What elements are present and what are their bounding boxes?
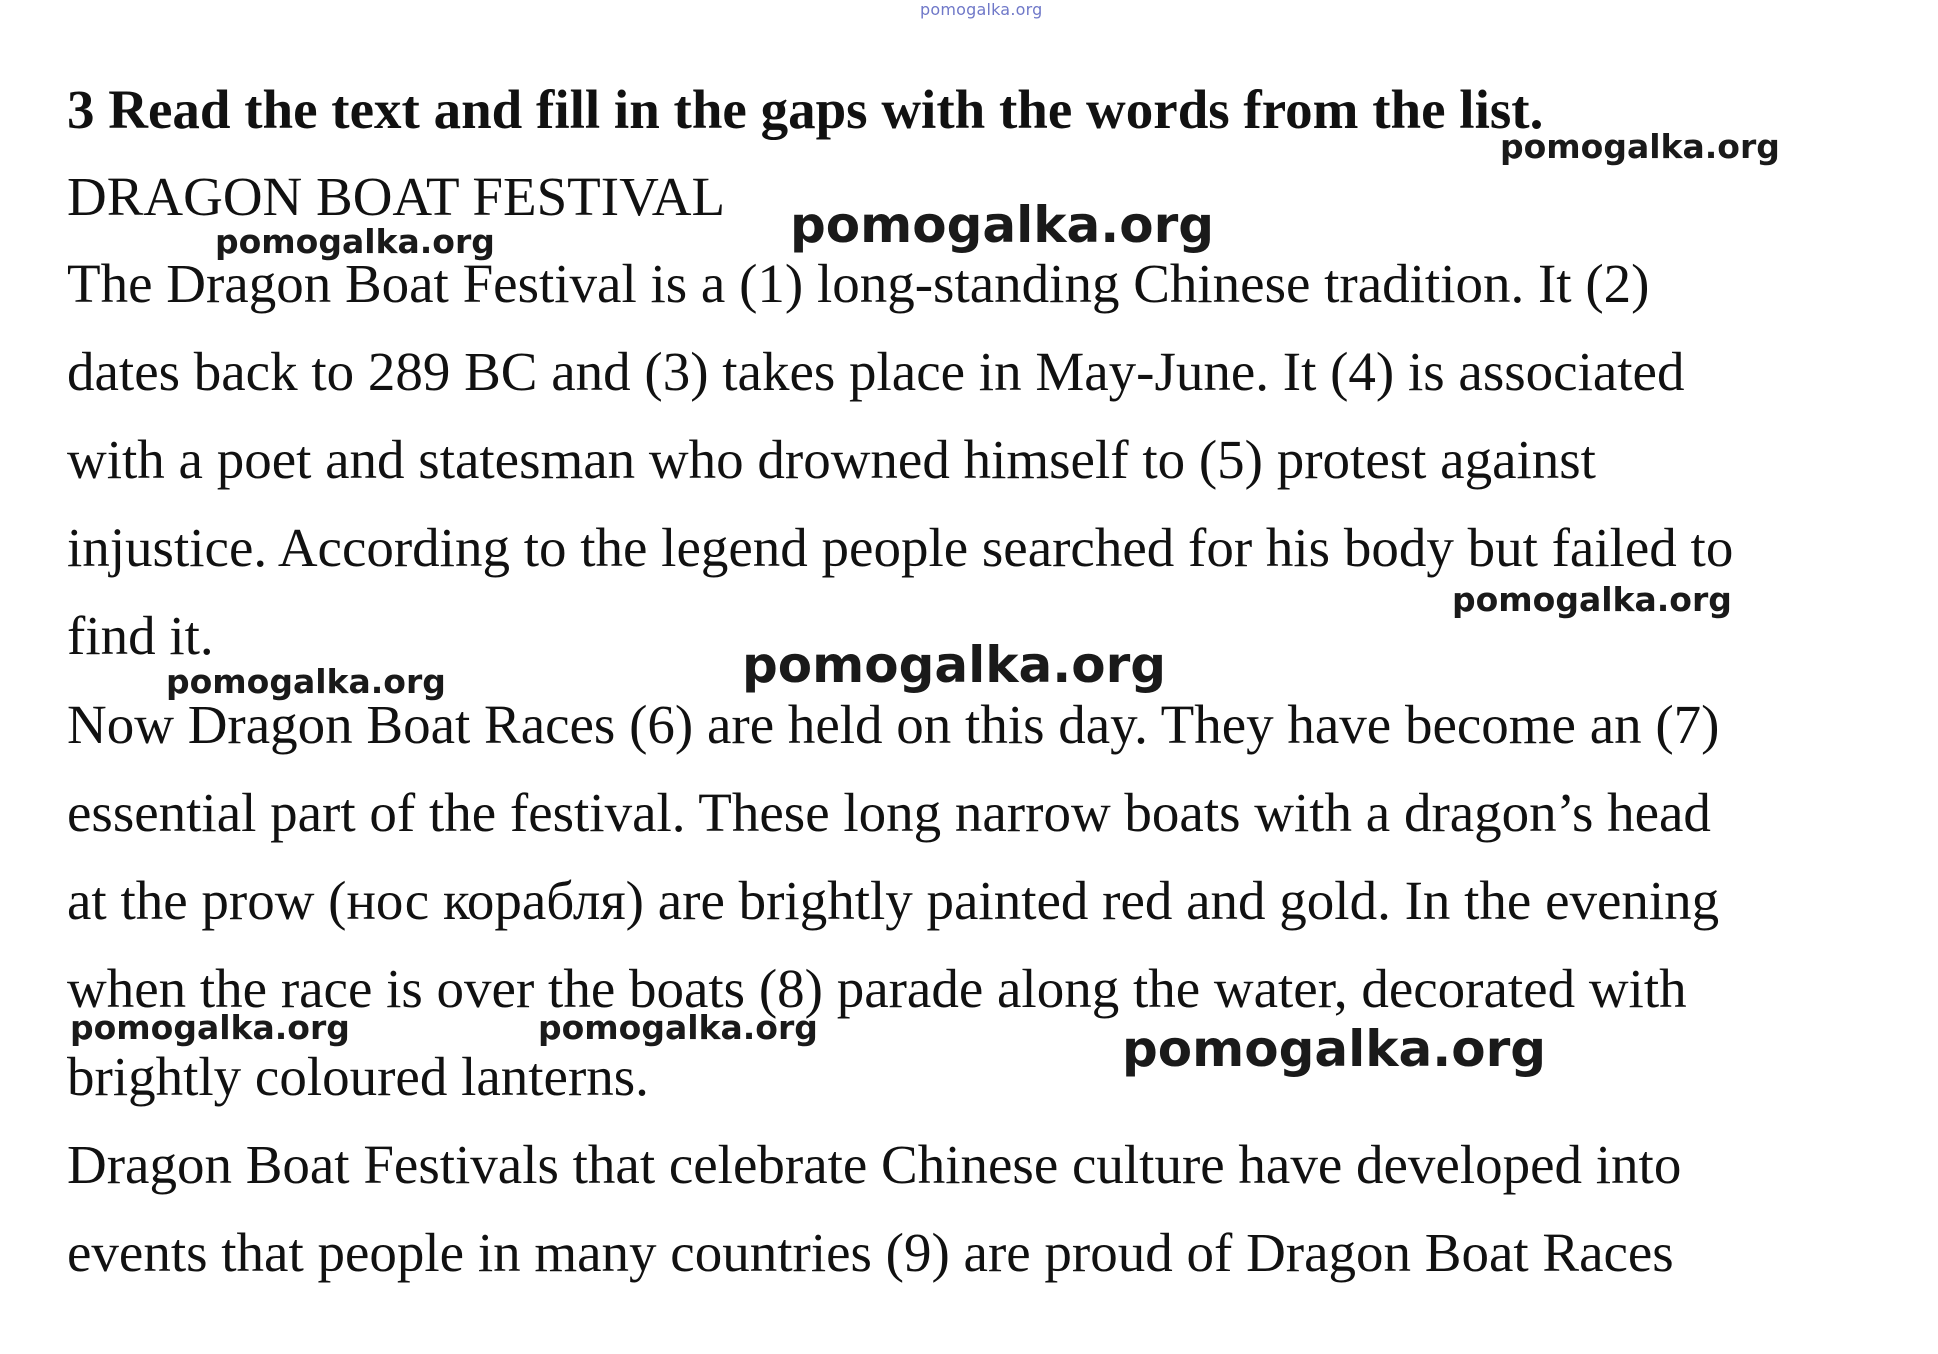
watermark: pomogalka.org <box>215 222 495 261</box>
exercise-heading: 3 Read the text and fill in the gaps with the words from the list. <box>67 79 1544 140</box>
text-line: Now Dragon Boat Races (6) are held on this day. They have become an (7) <box>67 694 1720 755</box>
text-line: when the race is over the boats (8) parade along the water, decorated with <box>67 958 1687 1019</box>
watermark: pomogalka.org <box>790 196 1215 254</box>
watermark: pomogalka.org <box>538 1008 818 1047</box>
text-line: injustice. According to the legend people searched for his body but failed to <box>67 517 1734 578</box>
text-line: Dragon Boat Festivals that celebrate Chinese culture have developed into <box>67 1134 1682 1195</box>
watermark: pomogalka.org <box>1452 580 1732 619</box>
watermark: pomogalka.org <box>166 662 446 701</box>
text-line: essential part of the festival. These long narrow boats with a dragon’s head <box>67 782 1711 843</box>
watermark: pomogalka.org <box>70 1008 350 1047</box>
text-line: find it. <box>67 605 214 666</box>
text-line: with a poet and statesman who drowned himself to (5) protest against <box>67 429 1596 490</box>
text-line: events that people in many countries (9) are proud of Dragon Boat Races <box>67 1222 1674 1283</box>
header-watermark: pomogalka.org <box>920 0 1043 19</box>
text-line: The Dragon Boat Festival is a (1) long-standing Chinese tradition. It (2) <box>67 253 1650 314</box>
text-line: brightly coloured lanterns. <box>67 1046 649 1107</box>
text-line: dates back to 289 BC and (3) takes place in May-June. It (4) is associated <box>67 341 1685 402</box>
text-line: at the prow (нос корабля) are brightly painted red and gold. In the evening <box>67 870 1720 931</box>
text-title: DRAGON BOAT FESTIVAL <box>67 166 726 227</box>
watermark: pomogalka.org <box>1500 127 1780 166</box>
watermark: pomogalka.org <box>1122 1020 1547 1078</box>
watermark: pomogalka.org <box>742 636 1167 694</box>
